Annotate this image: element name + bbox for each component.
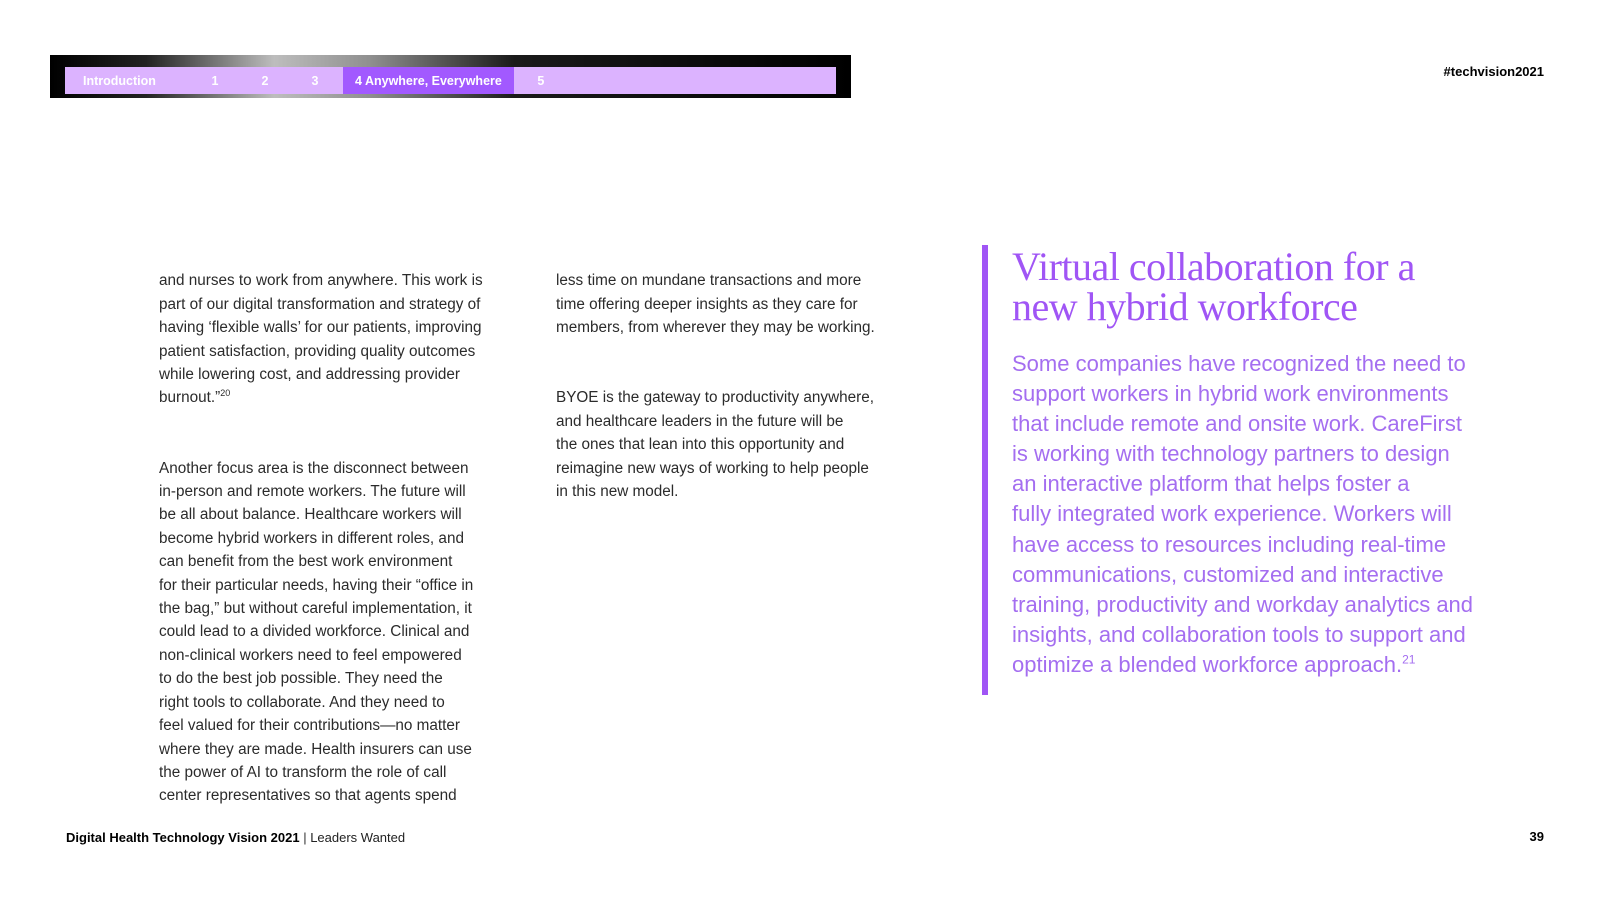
- paragraph: BYOE is the gateway to productivity anywhere, and healthcare leaders in the future will be the ones that lean into this opportunity and reimagine new ways of working to help people in this new model.: [556, 389, 874, 501]
- page-number: 39: [1529, 829, 1544, 844]
- hashtag-label: #techvision2021: [1443, 64, 1544, 79]
- body-column-2: [556, 246, 928, 550]
- footer-doc-title: Digital Health Technology Vision 2021: [66, 830, 300, 845]
- tab-section-5[interactable]: 5: [537, 73, 545, 88]
- tab-introduction[interactable]: Introduction: [83, 73, 156, 88]
- section-nav-bar: [65, 67, 836, 94]
- footer-doc-subtitle: Leaders Wanted: [310, 830, 406, 845]
- sidebar-body: [1012, 349, 1522, 680]
- sidebar-body-text: Some companies have recognized the need to support workers in hybrid work environments that include remote and onsite work. CareFirst is working with technology partners to design an interactive platform that helps foster a fully integrated work experience. Workers will have access to resources including real-time communications, customized and interactive training, productivity and workday analytics and insights, and collaboration tools to support and optimize a blended workforce approach.: [1012, 351, 1474, 677]
- sidebar-title: Virtual collaboration for a new hybrid workforce: [1012, 244, 1415, 329]
- footnote-ref[interactable]: 21: [1402, 652, 1416, 667]
- tab-section-3[interactable]: 3: [311, 73, 319, 88]
- paragraph-text: and nurses to work from anywhere. This work is part of our digital transformation and strategy of having ‘flexible walls’ for our patients, improving patient satisfaction, providing quality outcomes while lowering cost, and addressing provider burnout.”: [159, 272, 483, 407]
- tab-section-2[interactable]: 2: [261, 73, 269, 88]
- nav-frame: [50, 55, 851, 98]
- tab-section-1[interactable]: 1: [211, 73, 219, 88]
- footer-separator: |: [299, 830, 311, 845]
- body-column-1: [159, 246, 531, 855]
- footnote-ref[interactable]: 20: [220, 388, 231, 399]
- paragraph: [159, 269, 531, 409]
- footer: [66, 830, 405, 845]
- paragraph: less time on mundane transactions and more time offering deeper insights as they care for members, from wherever they may be working.: [556, 272, 875, 337]
- sidebar-callout: [982, 245, 1522, 695]
- paragraph: Another focus area is the disconnect between in-person and remote workers. The future will be all about balance. Healthcare workers will become hybrid workers in different roles, and can benefit from the best work environment for their particular needs, having their “office in the bag,” but without careful implementation, it could lead to a divided workforce. Clinical and non-clinical workers need to feel empowered to do the best job possible. They need the right tools to collaborate. And they need to feel valued for their contributions—no matter where they are made. Health insurers can use the power of AI to transform the role of call center representatives so that agents spend: [159, 459, 474, 805]
- tab-section-4-active[interactable]: 4 Anywhere, Everywhere: [343, 67, 514, 94]
